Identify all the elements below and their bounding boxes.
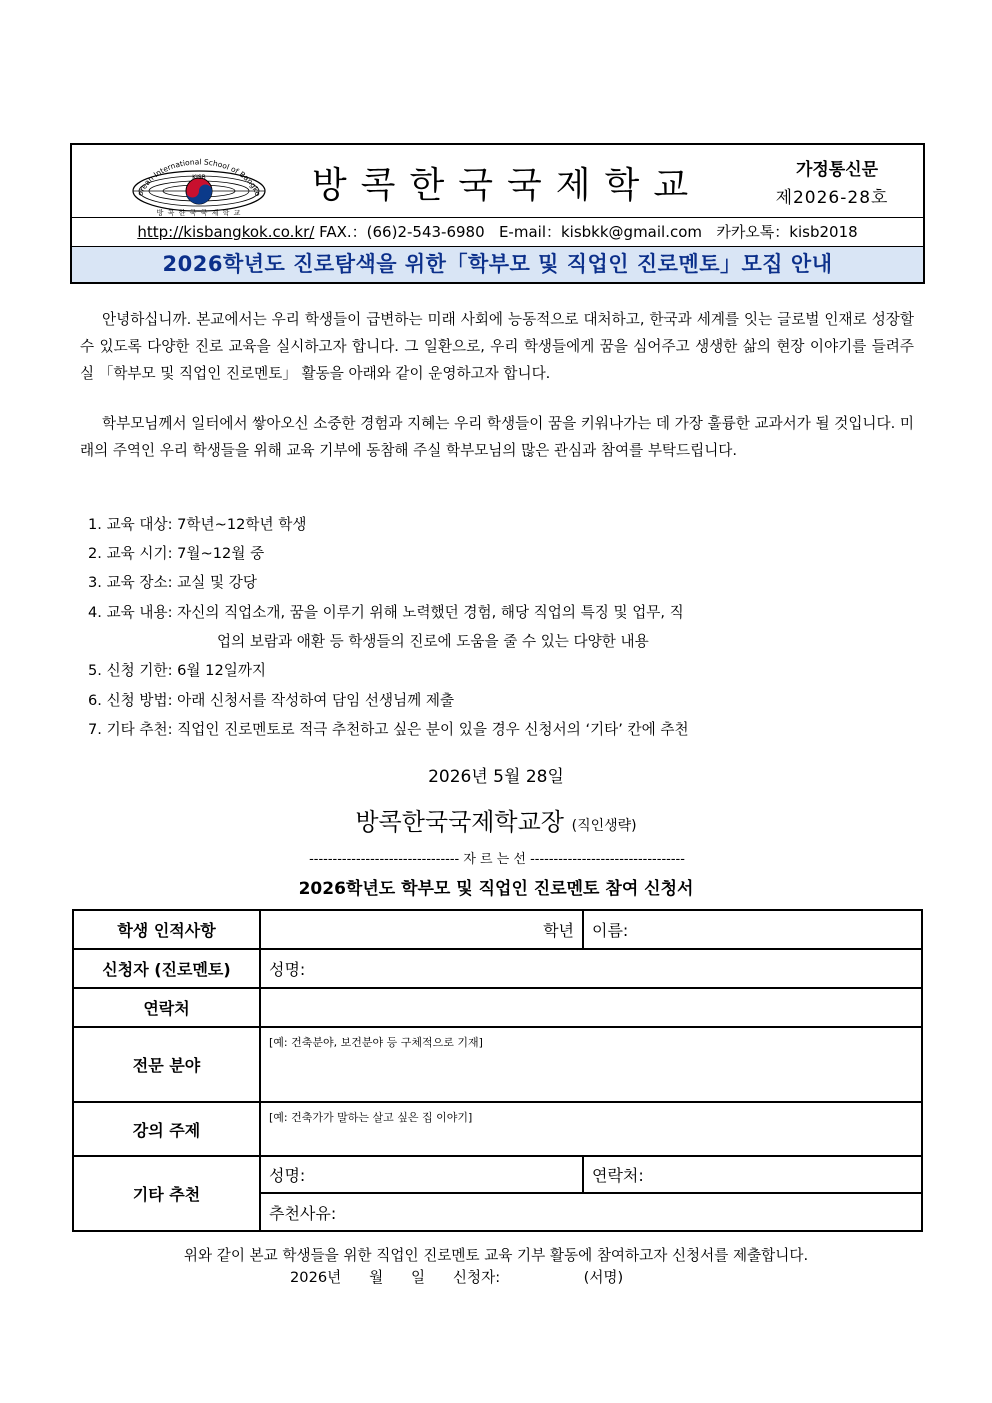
seal-note: (직인생략) xyxy=(571,818,637,834)
header-top-row xyxy=(72,145,923,218)
application-statement: 위와 같이 본교 학생들을 위한 직업인 진로멘토 교육 기부 활동에 참여하고자 신청서를 제출합니다. xyxy=(183,1247,809,1264)
other-recommend-label: 기타 추천 xyxy=(73,1156,260,1231)
recommend-reason-field[interactable] xyxy=(260,1193,922,1231)
form-title: 2026학년도 학부모 및 직업인 진로멘토 참여 신청서 xyxy=(298,879,694,899)
list-item: 2. 교육 시기: 7월~12월 중 xyxy=(88,545,265,562)
principal-signature xyxy=(0,802,992,837)
topic-field[interactable] xyxy=(260,1102,922,1156)
table-row xyxy=(73,988,922,1027)
contact-field[interactable] xyxy=(260,988,922,1027)
applicant-name-field[interactable] xyxy=(260,949,922,988)
list-item: 6. 신청 방법: 아래 신청서를 작성하여 담임 선생님께 제출 xyxy=(88,692,455,709)
cut-line: -------------------------------- 자 르 는 선 --------------------------------- xyxy=(309,852,685,867)
name-label: 이름: xyxy=(592,921,629,940)
newsletter-header xyxy=(70,143,925,284)
contact-label: 연락처 xyxy=(73,988,260,1027)
table-row xyxy=(73,910,922,949)
signature-line: 2026년 월 일 신청자: (서명) xyxy=(290,1269,624,1286)
newsletter-name: 가정통신문 xyxy=(795,160,879,180)
field-label: 전문 분야 xyxy=(73,1027,260,1102)
expertise-hint: [예: 건축분야, 보건분야 등 구체적으로 기재] xyxy=(269,1036,483,1049)
contact-bar xyxy=(72,218,923,247)
expertise-field[interactable] xyxy=(260,1027,922,1102)
logo-center-text: KISB xyxy=(192,174,206,181)
newsletter-number: 제2026-28호 xyxy=(775,188,889,208)
school-website-link[interactable]: http://kisbangkok.co.kr/ xyxy=(137,223,315,241)
recommend-reason-label: 추천사유: xyxy=(269,1203,337,1223)
kakao-id: 카카오톡：kisb2018 xyxy=(716,223,858,241)
table-row xyxy=(73,1156,922,1193)
student-name-field[interactable] xyxy=(583,910,922,949)
topic-hint: [예: 건축가가 말하는 살고 싶은 집 이야기] xyxy=(269,1111,473,1124)
table-row xyxy=(73,949,922,988)
notice-title: 2026학년도 진로탐색을 위한「학부모 및 직업인 진로멘토」모집 안내 xyxy=(72,247,923,282)
application-form xyxy=(72,909,923,1232)
issue-date: 2026년 5월 28일 xyxy=(428,767,564,787)
recommend-contact-field[interactable] xyxy=(583,1156,922,1193)
student-info-label: 학생 인적사항 xyxy=(73,910,260,949)
list-item: 3. 교육 장소: 교실 및 강당 xyxy=(88,574,257,591)
applicant-name-label: 성명: xyxy=(269,960,306,979)
recommend-name-label: 성명: xyxy=(269,1166,306,1185)
fax-number: FAX.：(66)2-543-6980 xyxy=(319,223,485,241)
list-item: 4. 교육 내용: 자신의 직업소개, 꿈을 이루기 위해 노력했던 경험, 해당 직업의 특징 및 업무, 직 xyxy=(88,604,684,621)
list-item-continuation: 업의 보람과 애환 등 학생들의 진로에 도움을 줄 수 있는 다양한 내용 xyxy=(217,633,649,650)
recommend-name-field[interactable] xyxy=(260,1156,583,1193)
list-item: 1. 교육 대상: 7학년~12학년 학생 xyxy=(88,516,307,533)
applicant-label: 신청자 (진로멘토) xyxy=(73,949,260,988)
table-row xyxy=(73,1102,922,1156)
recommend-contact-label: 연락처: xyxy=(592,1166,644,1185)
school-emblem-icon xyxy=(124,153,274,217)
request-paragraph: 학부모님께서 일터에서 쌓아오신 소중한 경험과 지혜는 우리 학생들이 꿈을 키워나가는 데 가장 훌륭한 교과서가 될 것입니다. 미래의 주역인 우리 학생들을 위해 교육 기부에 동참해 주실 학부모님의 많은 관심과 참여를 부탁드립니다. xyxy=(80,415,914,459)
logo-bottom-text: 방 콕 한 국 국 제 학 교 xyxy=(156,209,242,217)
school-name: 방콕한국국제학교 xyxy=(311,165,703,206)
logo-arc-text: orean International School of Bangko xyxy=(135,157,263,198)
topic-label: 강의 주제 xyxy=(73,1102,260,1156)
email-address: E-mail：kisbkk@gmail.com xyxy=(498,223,703,241)
grade-label: 학년 xyxy=(543,921,574,940)
table-row xyxy=(73,1027,922,1102)
grade-field[interactable] xyxy=(260,910,583,949)
intro-paragraph: 안녕하십니까. 본교에서는 우리 학생들이 급변하는 미래 사회에 능동적으로 대처하고, 한국과 세계를 잇는 글로벌 인재로 성장할 수 있도록 다양한 진로 교육을 실시하고자 합니다. 그 일환으로, 우리 학생들에게 꿈을 심어주고 생생한 삶의 현장 이야기를 들려주실 「학부모 및 직업인 진로멘토」 활동을 아래와 같이 운영하고자 합니다. xyxy=(80,311,914,382)
list-item: 5. 신청 기한: 6월 12일까지 xyxy=(88,662,267,679)
principal-title: 방콕한국국제학교장 xyxy=(355,808,564,836)
list-item: 7. 기타 추천: 직업인 진로멘토로 적극 추천하고 싶은 분이 있을 경우 신청서의 ‘기타’ 칸에 추천 xyxy=(88,721,689,738)
